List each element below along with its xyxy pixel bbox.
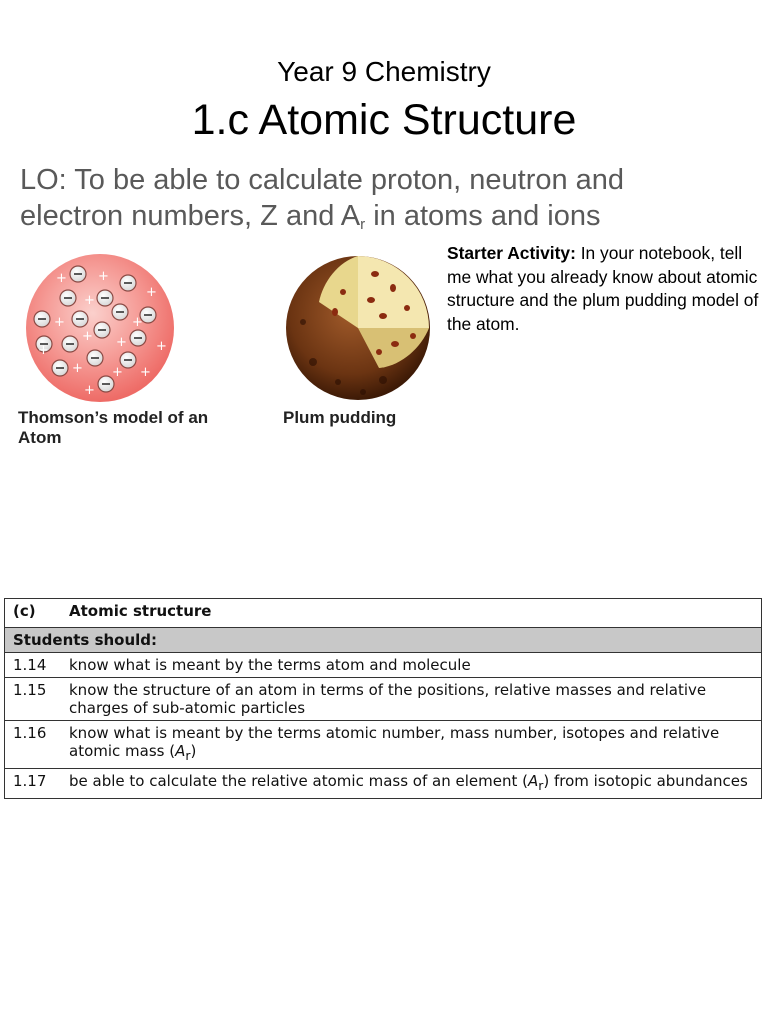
table-row: [5, 678, 762, 721]
svg-text:+: +: [140, 365, 151, 380]
plum-pudding-caption: Plum pudding: [283, 408, 397, 427]
svg-text:+: +: [112, 365, 123, 380]
table-row: [5, 721, 762, 769]
svg-text:+: +: [84, 293, 95, 308]
starter-label: Starter Activity:: [447, 243, 576, 263]
starter-text: In your notebook, tell me what you already know about atomic structure and the plum pudding model of the atom.: [447, 243, 759, 334]
row-text-end: ): [190, 742, 197, 760]
italic-symbol: A: [527, 772, 539, 790]
row-text: know what is meant by the terms atom and molecule: [61, 653, 762, 678]
symbol-subscript: r: [185, 748, 191, 763]
plum-pudding-image: [283, 252, 433, 402]
svg-text:+: +: [84, 383, 95, 398]
svg-text:+: +: [72, 361, 83, 376]
table-row: [5, 653, 762, 678]
learning-objective: [20, 162, 760, 243]
svg-text:+: +: [146, 285, 157, 300]
starter-activity: [447, 242, 765, 336]
page-subtitle: Year 9 Chemistry: [277, 56, 491, 87]
svg-text:+: +: [116, 335, 127, 350]
lo-line-2-text: electron numbers, Z and A: [20, 200, 361, 232]
row-text: know the structure of an atom in terms of the positions, relative masses and relative charges of sub-atomic particles: [61, 678, 762, 721]
row-number: 1.16: [5, 721, 62, 769]
table-header-row: [5, 599, 762, 628]
thomson-caption: Thomson’s model of an Atom: [18, 408, 209, 447]
lo-line-2: [20, 198, 760, 243]
specification-table: [4, 598, 762, 799]
row-number: 1.15: [5, 678, 62, 721]
row-text-start: know what is meant by the terms atomic number, mass number, isotopes and relative atomic mass (: [69, 724, 720, 760]
row-text-start: be able to calculate the relative atomic mass of an element (: [69, 772, 528, 790]
table-subheader-row: [5, 628, 762, 653]
thomson-atom-image: [20, 252, 180, 402]
svg-text:+: +: [98, 269, 109, 284]
svg-text:+: +: [82, 329, 93, 344]
svg-text:+: +: [132, 315, 143, 330]
svg-text:+: +: [38, 343, 49, 358]
students-should-label: Students should:: [5, 628, 762, 653]
row-text: [61, 769, 762, 799]
svg-text:+: +: [156, 339, 167, 354]
page-title: 1.c Atomic Structure: [191, 96, 577, 144]
table-row: [5, 769, 762, 799]
row-text-end: ) from isotopic abundances: [543, 772, 748, 790]
italic-symbol: A: [175, 742, 186, 760]
section-code: (c): [5, 599, 62, 628]
row-number: 1.17: [5, 769, 62, 799]
svg-text:+: +: [54, 315, 65, 330]
section-title: Atomic structure: [61, 599, 762, 628]
row-text: [61, 721, 762, 769]
lo-line-2-end: in atoms and ions: [365, 200, 601, 232]
symbol-subscript: r: [538, 778, 544, 793]
svg-text:+: +: [56, 271, 67, 286]
lo-line-1: LO: To be able to calculate proton, neutron and: [20, 164, 625, 196]
row-number: 1.14: [5, 653, 62, 678]
lo-subscript: r: [360, 216, 366, 233]
